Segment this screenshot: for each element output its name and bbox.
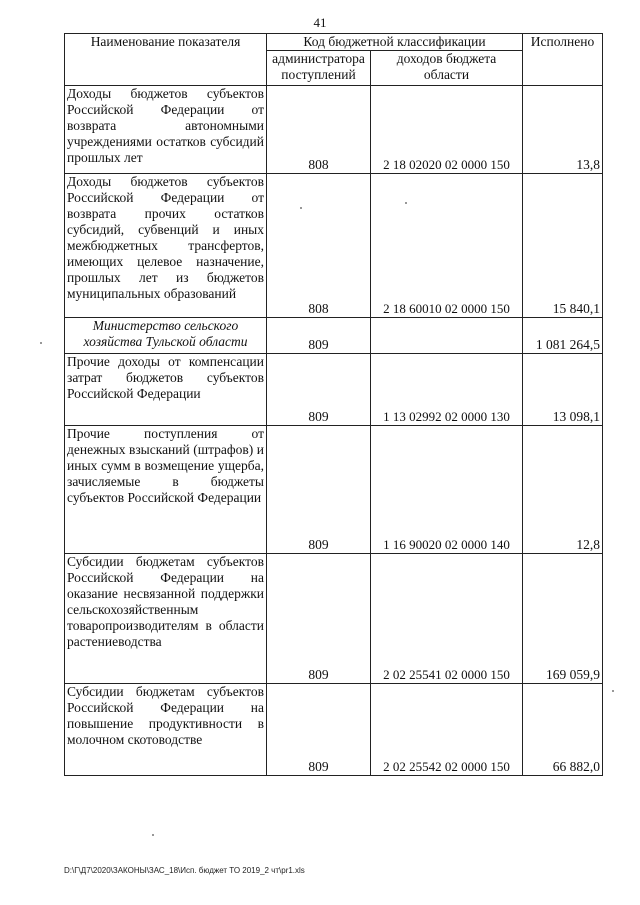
header-indicator-name: Наименование показателя bbox=[65, 34, 267, 86]
header-revenue-code: доходов бюджета области bbox=[371, 51, 523, 86]
row-admin-code: 808 bbox=[267, 86, 371, 174]
row-admin-code: 809 bbox=[267, 684, 371, 776]
row-revenue-code bbox=[371, 318, 523, 354]
scan-speck bbox=[152, 834, 154, 836]
header-classification-code: Код бюджетной классификации bbox=[267, 34, 523, 51]
row-executed-amount: 1 081 264,5 bbox=[523, 318, 603, 354]
scan-speck bbox=[405, 202, 407, 204]
row-admin-code: 809 bbox=[267, 318, 371, 354]
scan-speck bbox=[612, 690, 614, 692]
row-executed-amount: 13,8 bbox=[523, 86, 603, 174]
table-row bbox=[65, 684, 603, 776]
row-revenue-code: 2 18 60010 02 0000 150 bbox=[371, 174, 523, 318]
row-revenue-code: 2 02 25542 02 0000 150 bbox=[371, 684, 523, 776]
row-revenue-code: 2 18 02020 02 0000 150 bbox=[371, 86, 523, 174]
scan-speck bbox=[300, 207, 302, 209]
row-revenue-code: 1 13 02992 02 0000 130 bbox=[371, 354, 523, 426]
page-number: 41 bbox=[313, 15, 327, 30]
row-executed-amount: 66 882,0 bbox=[523, 684, 603, 776]
row-executed-amount: 12,8 bbox=[523, 426, 603, 554]
table-row bbox=[65, 174, 603, 318]
row-executed-amount: 13 098,1 bbox=[523, 354, 603, 426]
table-row bbox=[65, 426, 603, 554]
row-revenue-code: 2 02 25541 02 0000 150 bbox=[371, 554, 523, 684]
header-admin-code: администратора поступлений bbox=[267, 51, 371, 86]
footer-file-path: D:\Г\Д7\2020\ЗАКОНЫ\ЗАС_18\Исп. бюджет ТО 2019_2 чт\pr1.xls bbox=[64, 866, 305, 875]
row-revenue-code: 1 16 90020 02 0000 140 bbox=[371, 426, 523, 554]
budget-execution-table bbox=[64, 33, 603, 776]
row-ministry-name: Министерство сельского хозяйства Тульской области bbox=[65, 318, 267, 354]
table-row-ministry bbox=[65, 318, 603, 354]
row-executed-amount: 169 059,9 bbox=[523, 554, 603, 684]
header-row bbox=[65, 34, 603, 51]
row-admin-code: 808 bbox=[267, 174, 371, 318]
table-row bbox=[65, 86, 603, 174]
row-indicator-name: Прочие доходы от компенсации затрат бюджетов субъектов Российской Федерации bbox=[65, 354, 267, 426]
table-row bbox=[65, 554, 603, 684]
scan-speck bbox=[40, 342, 42, 344]
row-indicator-name: Доходы бюджетов субъектов Российской Федерации от возврата прочих остатков субсидий, субвенций и иных межбюджетных трансфертов, имеющих целевое назначение, прошлых лет из бюджетов муниципальных образований bbox=[65, 174, 267, 318]
row-executed-amount: 15 840,1 bbox=[523, 174, 603, 318]
row-indicator-name: Доходы бюджетов субъектов Российской Федерации от возврата автономными учреждениями остатков субсидий прошлых лет bbox=[65, 86, 267, 174]
row-indicator-name: Субсидии бюджетам субъектов Российской Федерации на повышение продуктивности в молочном скотоводстве bbox=[65, 684, 267, 776]
row-admin-code: 809 bbox=[267, 554, 371, 684]
row-indicator-name: Прочие поступления от денежных взысканий (штрафов) и иных сумм в возмещение ущерба, зачисляемые в бюджеты субъектов Российской Федерации bbox=[65, 426, 267, 554]
row-admin-code: 809 bbox=[267, 426, 371, 554]
table-row bbox=[65, 354, 603, 426]
header-executed: Исполнено bbox=[523, 34, 603, 86]
row-indicator-name: Субсидии бюджетам субъектов Российской Федерации на оказание несвязанной поддержки сельскохозяйственным товаропроизводителям в области растениеводства bbox=[65, 554, 267, 684]
row-admin-code: 809 bbox=[267, 354, 371, 426]
